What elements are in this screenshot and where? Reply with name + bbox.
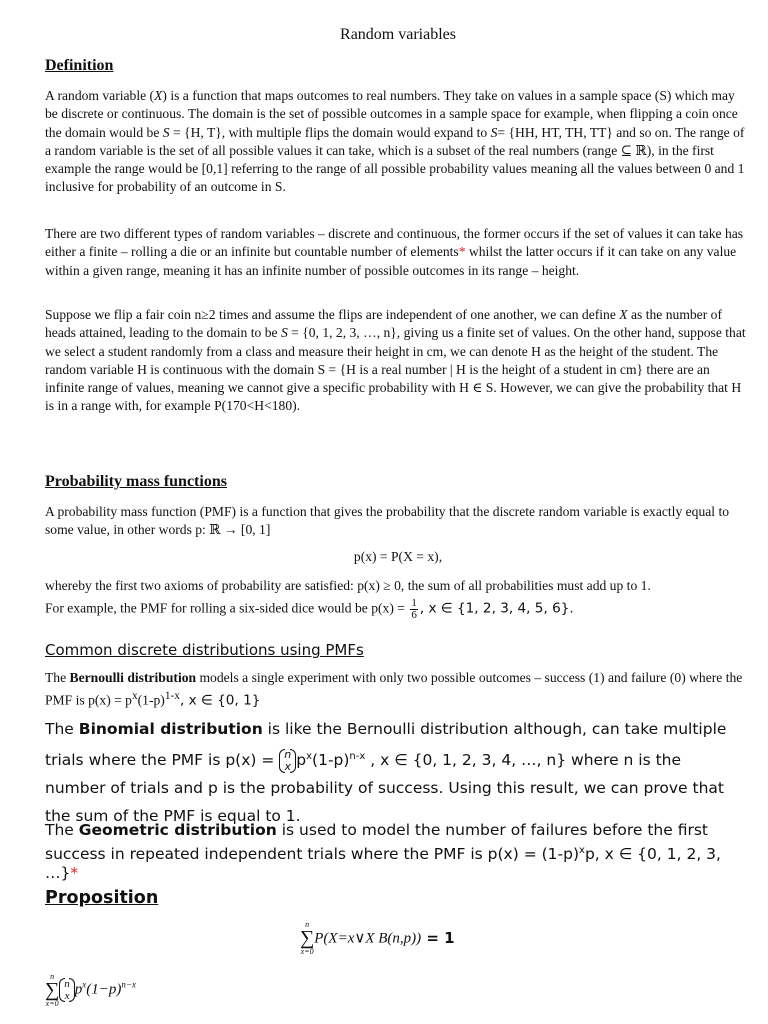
pmf-equation: p(x) = P(X = x), [353, 549, 443, 564]
footnote-star: * [458, 244, 466, 260]
pmf-paragraph-1: A probability mass function (PMF) is a function that gives the probability that the discrete random variable is exactly equal to some value, in other words p: ℝ → [0, 1] [45, 504, 730, 538]
geometric-paragraph: The Geometric distribution is used to model the number of failures before the first success in repeated independent trials where the PMF is $p(x) = (1-p)^xp$, x ∈ {0, 1, 2, 3, …}* [45, 821, 721, 883]
definition-paragraph-1: A random variable (X) is a function that maps outcomes to real numbers. They take on values in a sample space (S) which may be discrete or continuous. The domain is the set of possible outcomes in a sample space for example, when flipping a coin once the domain would be S = {H, T}, with multiple flips the domain would expand to S= {HH, HT, TH, TT} and so on. The range of a random variable is the set of all possible values it can take, which is a subset of the real numbers (range ⊆ ℝ), in the first example the range would be [0,1] referring to the range of all possible probability values meaning all the values between 0 and 1 inclusive for probability of an outcome in S. [45, 88, 745, 195]
proposition-equation: n ∑ x=0P(X=x∨X B(n,p)) = 1 [300, 920, 455, 956]
definition-paragraph-3: Suppose we flip a fair coin n≥2 times and assume the flips are independent of one another, we can define X as the number of heads attained, leading to the domain to be S = {0, 1, 2, 3, …, n}, giving us a finite set of values. On the other hand, suppose that we select a student randomly from a class and measure their height in cm, we can denote H as the height of the student. The random variable H is continuous with the domain S = {H is a real number | H is the height of a student in cm} there are an infinite range of values, meaning we cannot give a specific probability with H ∈ S. However, we can give the probability that H is in a range with, for example P(170<H<180). [45, 307, 746, 414]
summation-symbol: n ∑ x=0 [300, 920, 315, 956]
footnote-star: * [70, 864, 79, 883]
proposition-heading: Proposition [45, 888, 159, 908]
bernoulli-paragraph: The Bernoulli distribution models a single experiment with only two possible outcomes – success (1) and failure (0) where the PMF is $p(x) = p^x(1-p)^{1-x}$, x ∈ {0, 1} [45, 670, 743, 709]
proposition-expansion: n ∑ x=0 n x $p^x(1-p)^{n-x}$ [45, 972, 136, 1008]
definition-heading: Definition [45, 57, 114, 74]
binomial-paragraph: The Binomial distribution is like the Bernoulli distribution although, can take multiple trials where the PMF is p(x) = n x $p^x(1-p)^{n-x}$ , x ∈ {0, 1, 2, 3, 4, …, n} where n is the number of trials and p is the probability of success. Using this result, we can prove that the sum of the PMF is equal to 1. [45, 720, 727, 826]
definition-paragraph-2: There are two different types of random variables – discrete and continuous, the former occurs if the set of values it can take has either a finite – rolling a die or an infinite but countable number of elements* whilst the latter occurs if it can take on any value within a given range, meaning it has an infinite number of possible outcomes in its range – height. [45, 226, 744, 278]
pmf-paragraph-2: whereby the first two axioms of probability are satisfied: p(x) ≥ 0, the sum of all probabilities must add up to 1. [45, 578, 651, 593]
page-title: Random variables [340, 26, 456, 43]
fraction-one-sixth: $\frac{1}{6}$ [411, 597, 417, 621]
binomial-coefficient: n x [279, 749, 296, 773]
pmf-heading: Probability mass functions [45, 473, 227, 490]
pmf-paragraph-3: For example, the PMF for rolling a six-sided dice would be p(x) = $\frac{1}{6}$ , x ∈ {1, 2, 3, 4, 5, 6}. [45, 597, 574, 621]
common-distributions-heading: Common discrete distributions using PMFs [45, 641, 364, 659]
binomial-coefficient: n x [59, 978, 75, 1002]
summation-symbol: n ∑ x=0 [45, 972, 60, 1008]
